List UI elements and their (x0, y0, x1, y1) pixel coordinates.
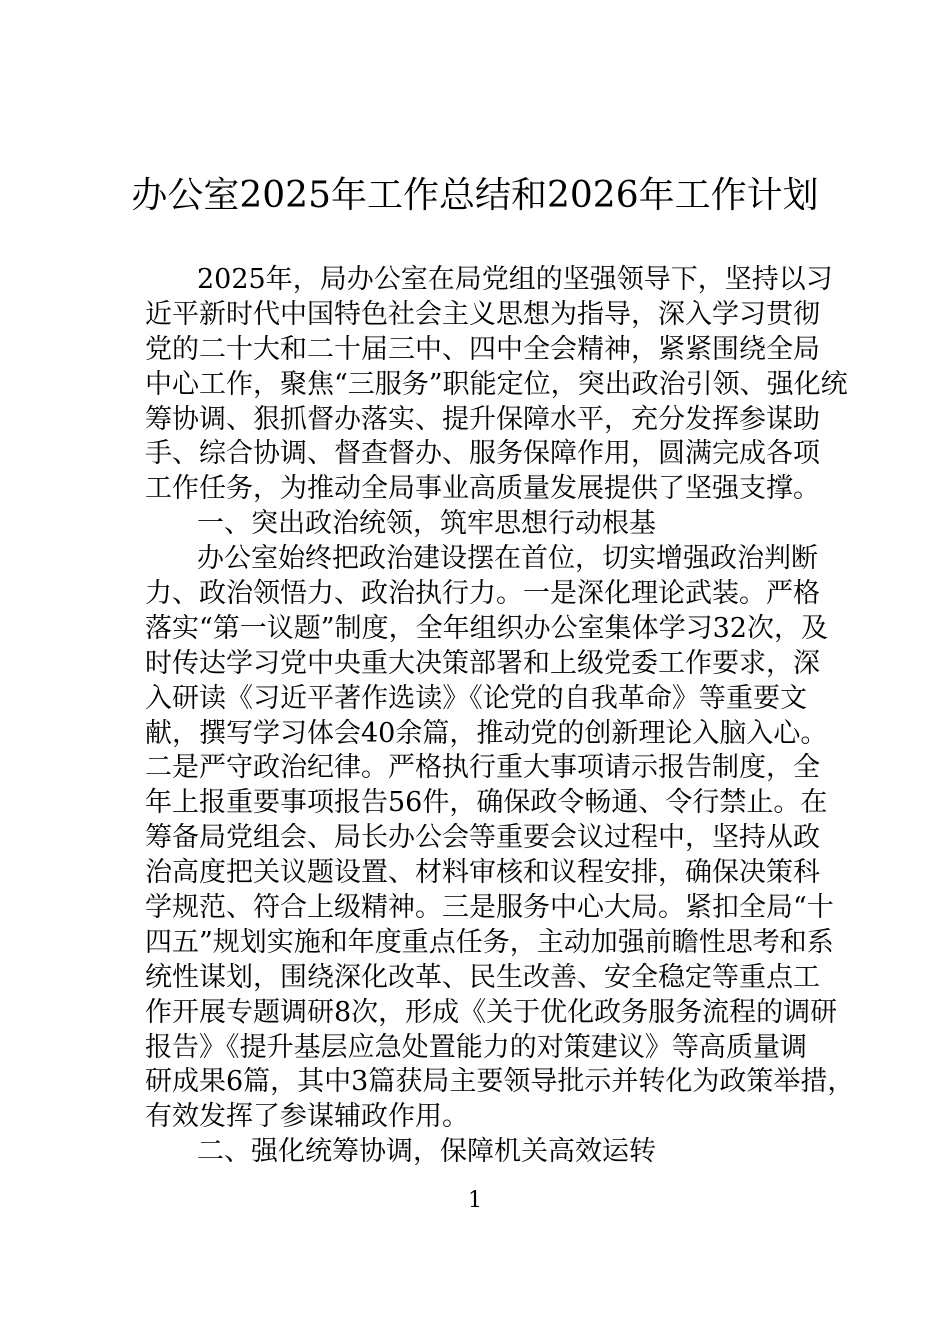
paragraph (145, 263, 848, 507)
text-line: 筹备局党组会、局长办公会等重要会议过程中，坚持从政 (145, 822, 820, 854)
document-body (145, 263, 855, 1170)
text-line: 近平新时代中国特色社会主义思想为指导，深入学习贯彻 (145, 298, 820, 330)
text-line: 研成果6篇，其中3篇获局主要领导批示并转化为政策举措， (145, 1066, 855, 1098)
text-line: 手、综合协调、督查督办、服务保障作用，圆满完成各项 (145, 438, 820, 470)
section-heading (145, 507, 807, 542)
text-line: 2025年，局办公室在局党组的坚强领导下，坚持以习 (197, 264, 833, 295)
text-line: 一、突出政治统领，筑牢思想行动根基 (197, 508, 656, 540)
text-line: 落实“第一议题”制度，全年组织办公室集体学习32次，及 (145, 612, 828, 644)
text-line: 学规范、符合上级精神。三是服务中心大局。紧扣全局“十 (145, 892, 834, 924)
text-line: 献，撰写学习体会40余篇，推动党的创新理论入脑入心。 (145, 717, 828, 749)
page-number: 1 (468, 1188, 482, 1213)
text-line: 党的二十大和二十届三中、四中全会精神，紧紧围绕全局 (145, 333, 820, 365)
text-line: 治高度把关议题设置、材料审核和议程安排，确保决策科 (145, 857, 820, 889)
text-line: 四五”规划实施和年度重点任务，主动加强前瞻性思考和系 (145, 926, 834, 958)
text-line: 时传达学习党中央重大决策部署和上级党委工作要求，深 (145, 647, 820, 679)
text-line: 统性谋划，围绕深化改革、民生改善、安全稳定等重点工 (145, 961, 820, 993)
text-line: 中心工作，聚焦“三服务”职能定位，突出政治引领、强化统 (145, 368, 848, 400)
text-line: 年上报重要事项报告56件，确保政令畅通、令行禁止。在 (145, 787, 828, 819)
text-line: 报告》《提升基层应急处置能力的对策建议》等高质量调 (145, 1031, 807, 1063)
paragraph (145, 542, 855, 1135)
text-line: 作开展专题调研8次，形成《关于优化政务服务流程的调研 (145, 996, 838, 1028)
text-line: 二是严守政治纪律。严格执行重大事项请示报告制度，全 (145, 752, 820, 784)
text-line: 工作任务，为推动全局事业高质量发展提供了坚强支撑。 (145, 473, 820, 505)
text-line: 有效发挥了参谋辅政作用。 (145, 1101, 469, 1133)
text-line: 入研读《习近平著作选读》《论党的自我革命》等重要文 (145, 682, 807, 714)
text-line: 二、强化统筹协调，保障机关高效运转 (197, 1136, 656, 1168)
section-heading (145, 1135, 807, 1170)
text-line: 办公室始终把政治建设摆在首位，切实增强政治判断 (197, 543, 818, 575)
document-title: 办公室2025年工作总结和2026年工作计划 (131, 175, 819, 216)
text-line: 筹协调、狠抓督办落实、提升保障水平，充分发挥参谋助 (145, 403, 820, 435)
text-line: 力、政治领悟力、政治执行力。一是深化理论武装。严格 (145, 578, 820, 610)
